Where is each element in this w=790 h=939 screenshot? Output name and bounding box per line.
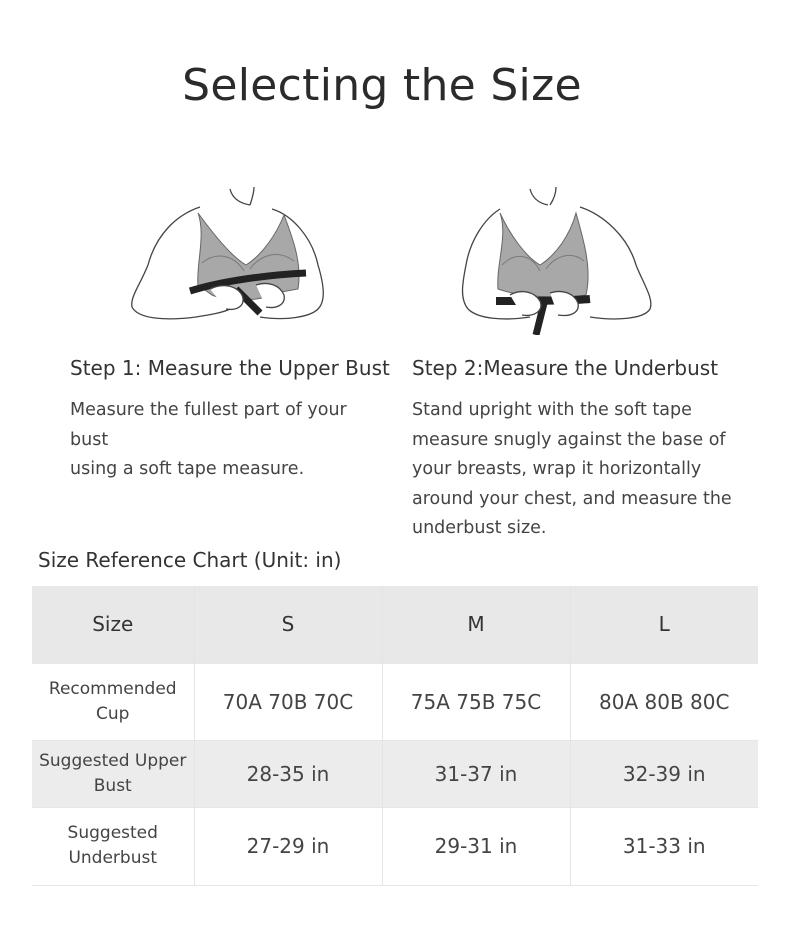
table-cell: 31-37 in: [382, 740, 570, 807]
step1-description: [70, 396, 390, 485]
row-label-line: Cup: [96, 703, 130, 724]
table-cell: 32-39 in: [570, 740, 758, 807]
step1-title: Step 1: Measure the Upper Bust: [70, 356, 390, 380]
row-label-line: Suggested: [67, 823, 158, 843]
row-label-line: Bust: [93, 775, 132, 796]
page-title: Selecting the Size: [182, 60, 582, 111]
step2-description: [412, 396, 742, 544]
header-cell-l: L: [570, 586, 758, 663]
row-label-line: Suggested Upper: [39, 750, 187, 771]
table-row: [32, 663, 758, 740]
table-cell: 80A 80B 80C: [570, 663, 758, 740]
table-cell: 27-29 in: [194, 807, 382, 885]
underbust-measure-illustration: [460, 185, 660, 335]
row-label: [32, 740, 194, 807]
row-label-line: Underbust: [68, 848, 158, 868]
step1-desc-line: using a soft tape measure.: [70, 459, 305, 479]
upper-bust-measure-illustration: [126, 185, 326, 335]
size-chart-title: Size Reference Chart (Unit: in): [38, 548, 342, 572]
table-cell: 28-35 in: [194, 740, 382, 807]
header-cell-s: S: [194, 586, 382, 663]
row-label-line: Recommended: [48, 678, 177, 699]
step2-desc-line: Stand upright with the soft tape: [412, 400, 692, 420]
step2-desc-line: underbust size.: [412, 518, 547, 538]
table-row: [32, 807, 758, 885]
step1-desc-line: Measure the fullest part of your bust: [70, 400, 347, 450]
step2-desc-line: your breasts, wrap it horizontally: [412, 459, 702, 479]
header-cell-m: M: [382, 586, 570, 663]
row-label: [32, 807, 194, 885]
table-header-row: [32, 586, 758, 663]
table-cell: 75A 75B 75C: [382, 663, 570, 740]
table-cell: 31-33 in: [570, 807, 758, 885]
row-label: [32, 663, 194, 740]
table-cell: 29-31 in: [382, 807, 570, 885]
header-cell-size: Size: [92, 612, 134, 637]
step2-title: Step 2:Measure the Underbust: [412, 356, 719, 380]
size-reference-table: [32, 586, 758, 886]
step2-desc-line: measure snugly against the base of: [412, 429, 726, 450]
table-row: [32, 740, 758, 807]
step2-desc-line: around your chest, and measure the: [412, 488, 732, 509]
table-cell: 70A 70B 70C: [194, 663, 382, 740]
